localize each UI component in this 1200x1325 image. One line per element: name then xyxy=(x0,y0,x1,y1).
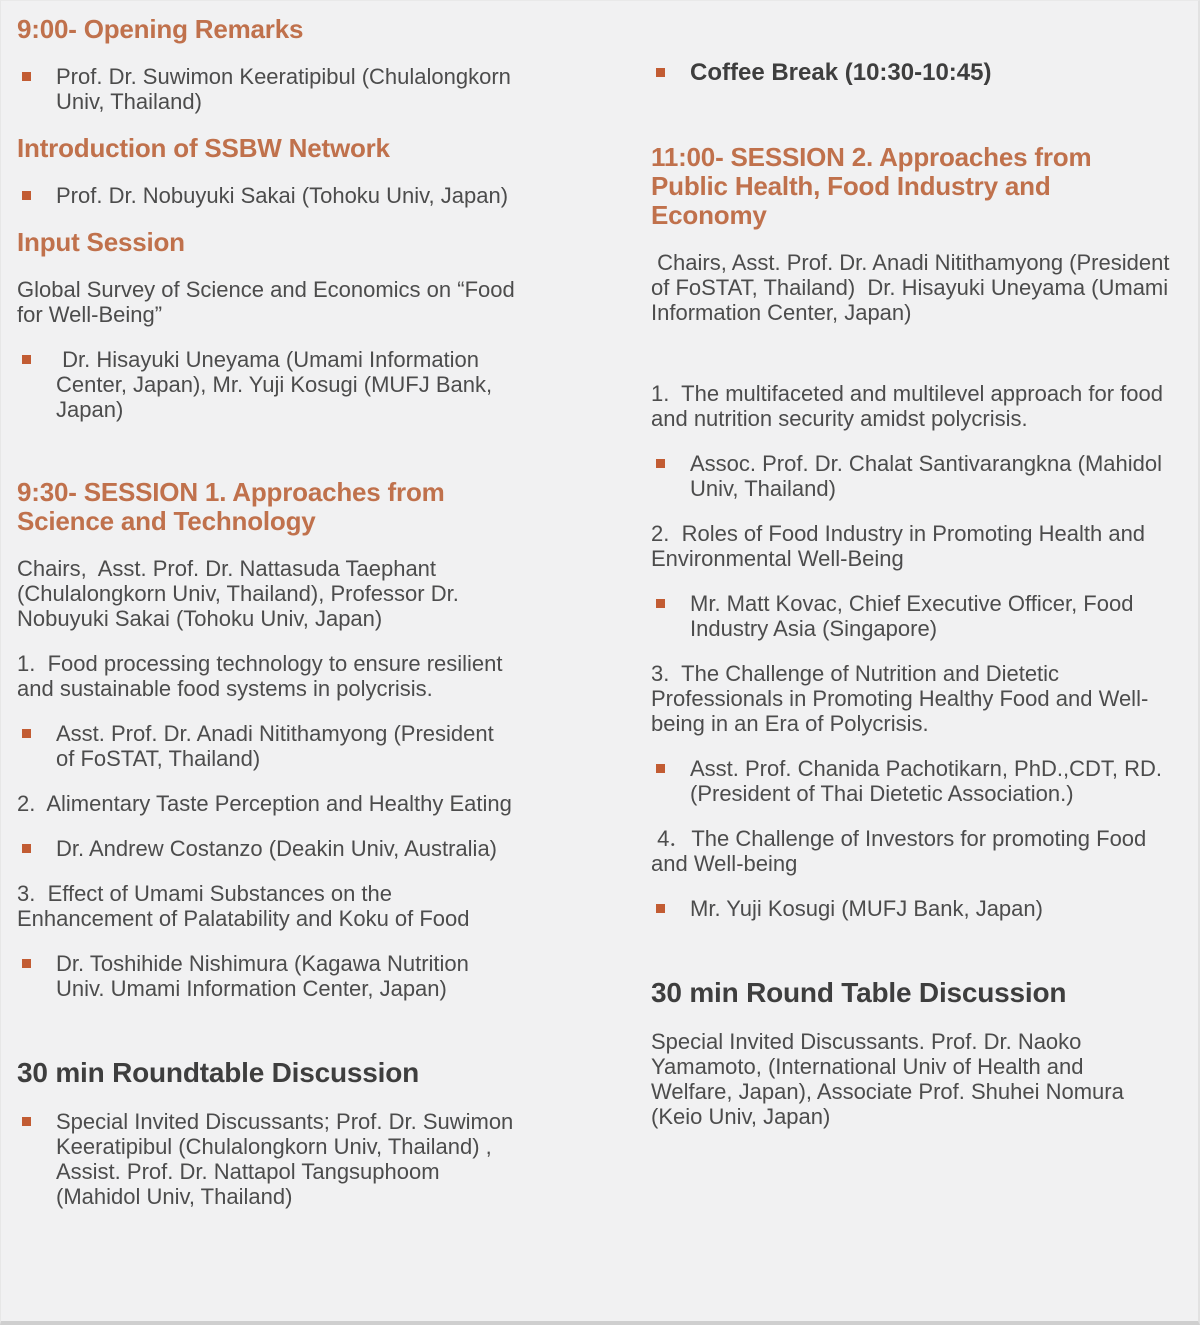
program-text: 2. Roles of Food Industry in Promoting Health and Environmental Well-Being xyxy=(651,521,1152,571)
bullet-square-icon xyxy=(656,68,665,77)
program-left-column xyxy=(17,14,521,1321)
bullet-text: Mr. Matt Kovac, Chief Executive Officer, Food Industry Asia (Singapore) xyxy=(690,591,1140,641)
bullet-square-icon xyxy=(22,1117,31,1126)
program-text: 1. Food processing technology to ensure resilient and sustainable food systems in polycrisis. xyxy=(17,651,509,701)
bullet-item xyxy=(651,756,1171,806)
subsection-heading: 30 min Round Table Discussion xyxy=(651,977,1067,1008)
session-heading: Input Session xyxy=(17,227,185,257)
bullet-text: Dr. Toshihide Nishimura (Kagawa Nutrition Univ. Umami Information Center, Japan) xyxy=(56,951,476,1001)
bullet-square-icon xyxy=(22,959,31,968)
bullet-square-icon xyxy=(656,599,665,608)
program-text: Chairs, Asst. Prof. Dr. Nattasuda Taephant (Chulalongkorn Univ, Thailand), Professor Dr. Nobuyuki Sakai (Tohoku Univ, Japan) xyxy=(17,556,465,631)
bullet-text: Dr. Andrew Costanzo (Deakin Univ, Australia) xyxy=(56,836,497,861)
program-text: 2. Alimentary Taste Perception and Healthy Eating xyxy=(17,791,512,816)
session-heading: Introduction of SSBW Network xyxy=(17,133,390,163)
bullet-item xyxy=(651,59,1171,87)
bullet-text: Asst. Prof. Chanida Pachotikarn, PhD.,CDT, RD. (President of Thai Dietetic Association.) xyxy=(690,756,1169,806)
bullet-square-icon xyxy=(22,844,31,853)
program-text: 1. The multifaceted and multilevel approach for food and nutrition security amidst polycrisis. xyxy=(651,381,1170,431)
bullet-item xyxy=(651,591,1171,641)
bullet-square-icon xyxy=(656,459,665,468)
program-right-column xyxy=(651,15,1176,1321)
bullet-text: Mr. Yuji Kosugi (MUFJ Bank, Japan) xyxy=(690,896,1043,921)
bullet-square-icon xyxy=(656,764,665,773)
bullet-item xyxy=(17,347,517,422)
bullet-item xyxy=(651,896,1171,921)
bullet-item xyxy=(17,951,517,1001)
session-heading: 9:00- Opening Remarks xyxy=(17,14,304,44)
bullet-text: Asst. Prof. Dr. Anadi Nitithamyong (President of FoSTAT, Thailand) xyxy=(56,721,500,771)
session-heading: 11:00- SESSION 2. Approaches from Public Health, Food Industry and Economy xyxy=(651,142,1099,230)
bullet-square-icon xyxy=(22,191,31,200)
bullet-square-icon xyxy=(22,355,31,364)
program-text: 3. Effect of Umami Substances on the Enhancement of Palatability and Koku of Food xyxy=(17,881,470,931)
session-heading: 9:30- SESSION 1. Approaches from Science and Technology xyxy=(17,477,452,536)
program-text: 3. The Challenge of Nutrition and Dietetic Professionals in Promoting Healthy Food and Well-being in an Era of Polycrisis. xyxy=(651,661,1149,736)
bullet-square-icon xyxy=(656,904,665,913)
bullet-item xyxy=(17,183,517,208)
bullet-item xyxy=(651,451,1171,501)
bullet-square-icon xyxy=(22,72,31,81)
bullet-text: Prof. Dr. Nobuyuki Sakai (Tohoku Univ, Japan) xyxy=(56,183,509,208)
bullet-text: Dr. Hisayuki Uneyama (Umami Information Center, Japan), Mr. Yuji Kosugi (MUFJ Bank, Japan) xyxy=(56,347,499,422)
program-text: 4．The Challenge of Investors for promoting Food and Well-being xyxy=(651,826,1153,876)
program-text: Special Invited Discussants. Prof. Dr. Naoko Yamamoto, (International Univ of Health and Welfare, Japan), Associate Prof. Shuhei Nomura (Keio Univ, Japan) xyxy=(651,1029,1130,1129)
program-text: Global Survey of Science and Economics on “Food for Well-Being” xyxy=(17,277,521,327)
bullet-text: Special Invited Discussants; Prof. Dr. Suwimon Keeratipibul (Chulalongkorn Univ, Thailand) , Assist. Prof. Dr. Nattapol Tangsuphoom (Mahidol Univ, Thailand) xyxy=(56,1109,520,1209)
bullet-item xyxy=(17,64,517,114)
bullet-text: Assoc. Prof. Dr. Chalat Santivarangkna (Mahidol Univ, Thailand) xyxy=(690,451,1169,501)
subsection-heading: 30 min Roundtable Discussion xyxy=(17,1057,420,1088)
program-text: Chairs, Asst. Prof. Dr. Anadi Nitithamyong (President of FoSTAT, Thailand) Dr. Hisayuki Uneyama (Umami Information Center, Japan) xyxy=(651,250,1176,325)
bullet-item xyxy=(17,721,517,771)
bullet-text: Coffee Break (10:30-10:45) xyxy=(690,59,992,86)
bullet-square-icon xyxy=(22,729,31,738)
bullet-text: Prof. Dr. Suwimon Keeratipibul (Chulalongkorn Univ, Thailand) xyxy=(56,64,518,114)
bullet-item xyxy=(17,836,517,861)
bullet-item xyxy=(17,1109,520,1209)
